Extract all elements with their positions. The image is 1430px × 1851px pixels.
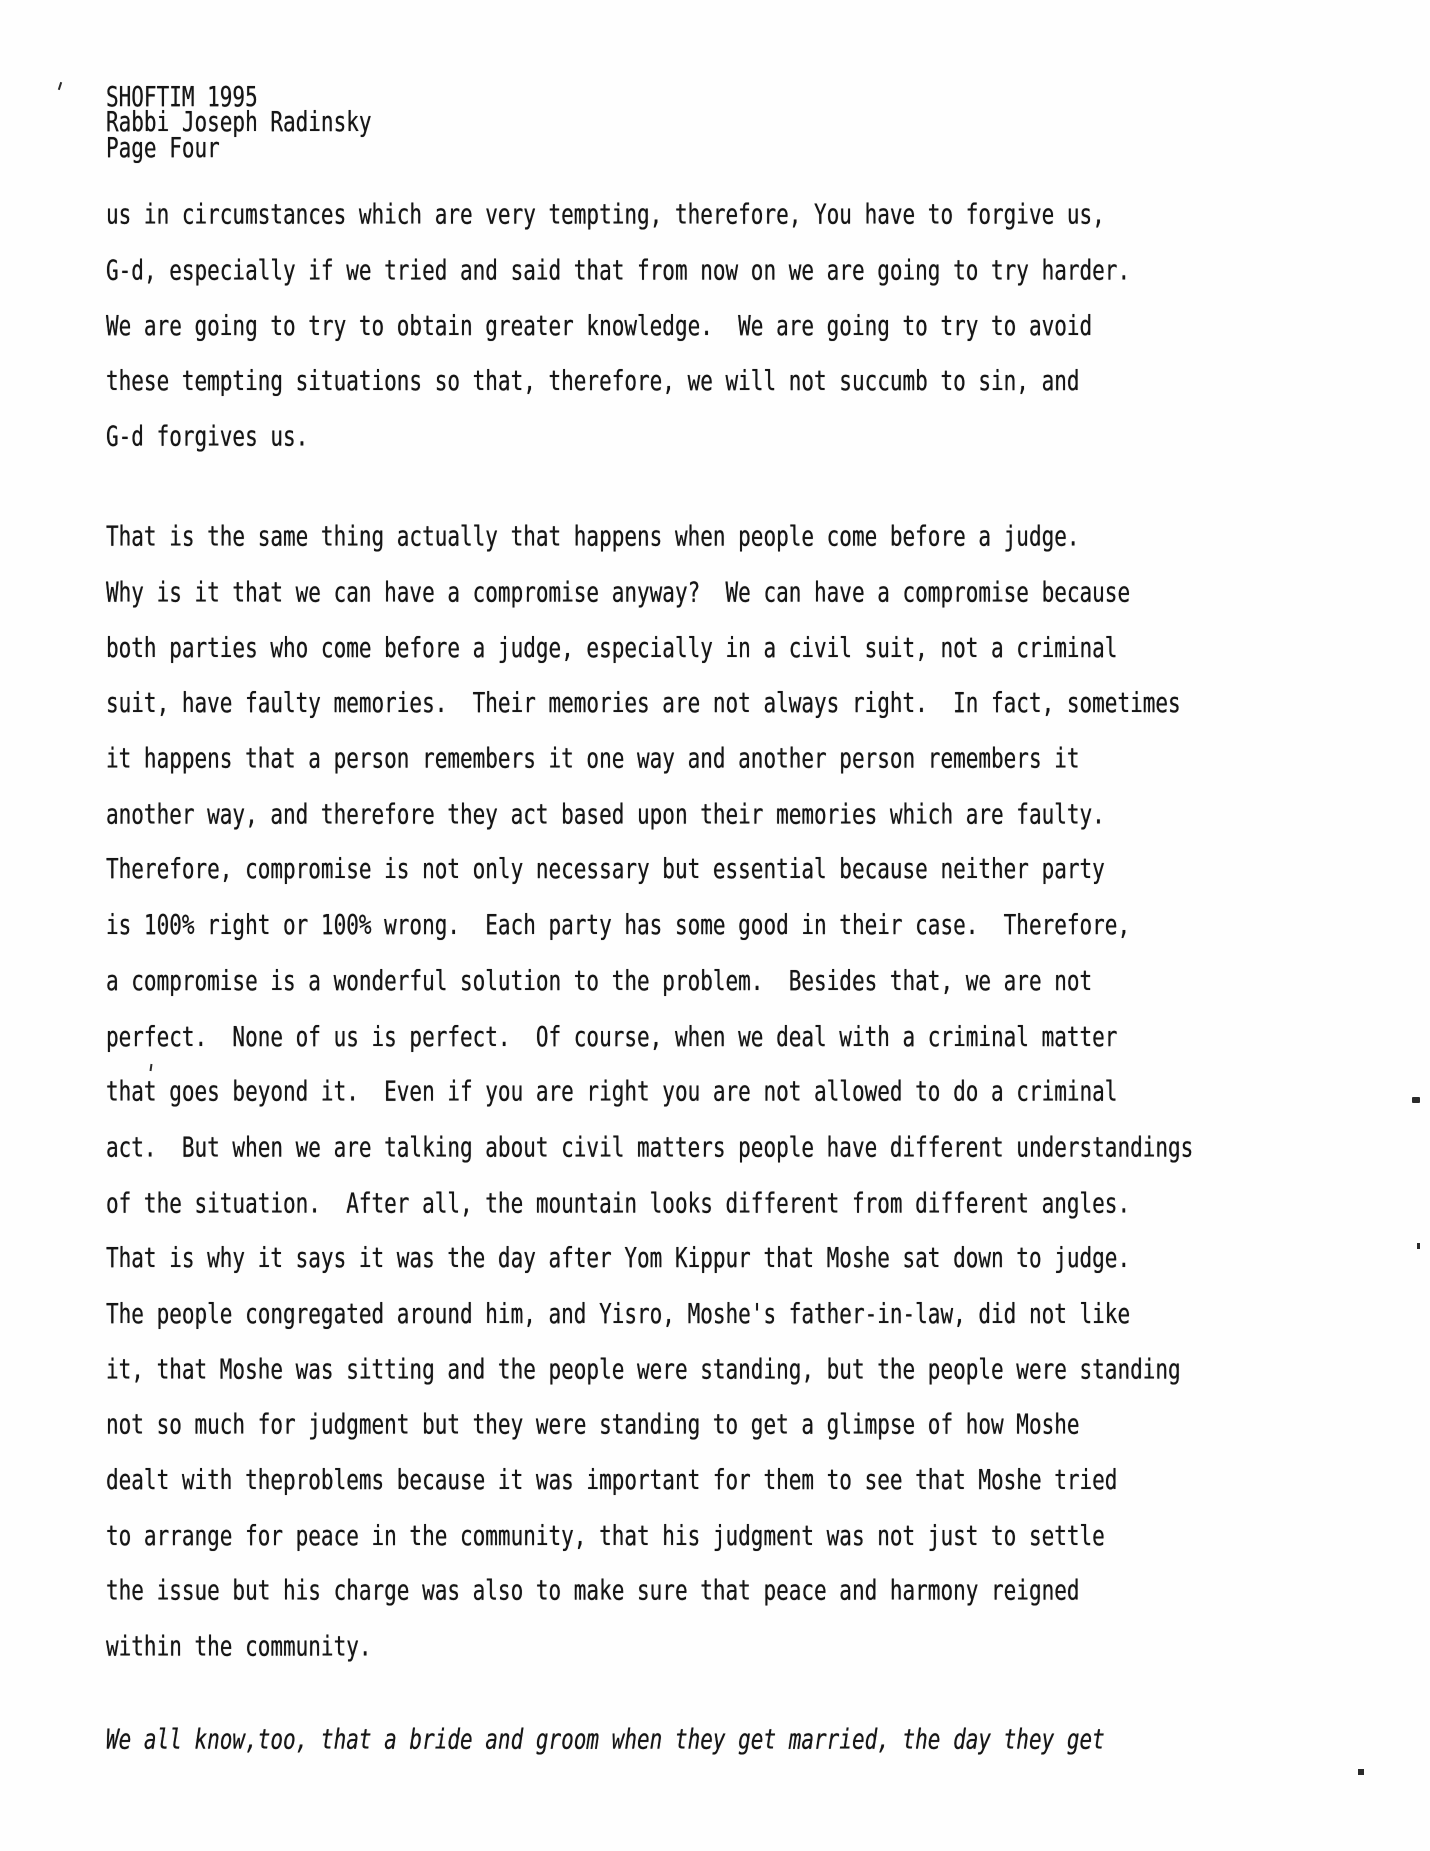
text-line: G-d forgives us. bbox=[106, 421, 309, 453]
scan-artifact-dash bbox=[1417, 1243, 1420, 1249]
document-header bbox=[106, 81, 372, 164]
header-author-line: Rabbi Joseph Radinsky bbox=[106, 106, 372, 138]
text-line: of the situation. After all, the mountain looks different from different angles. bbox=[106, 1187, 1131, 1219]
paragraph-3 bbox=[106, 1712, 1105, 1767]
paragraph-1 bbox=[106, 187, 1130, 464]
text-line: these tempting situations so that, therefore, we will not succumb to sin, and bbox=[106, 365, 1080, 397]
text-line: both parties who come before a judge, especially in a civil suit, not a criminal bbox=[106, 632, 1118, 664]
text-line: another way, and therefore they act based upon their memories which are faulty. bbox=[106, 798, 1105, 830]
scan-artifact-dot bbox=[1358, 1769, 1364, 1775]
text-line: is 100% right or 100% wrong. Each party has some good in their case. Therefore, bbox=[106, 909, 1131, 941]
text-line: That is why it says it was the day after Yom Kippur that Moshe sat down to judge. bbox=[106, 1242, 1131, 1274]
header-page-number-line: Page Four bbox=[106, 132, 220, 164]
text-line: it happens that a person remembers it one way and another person remembers it bbox=[106, 743, 1080, 775]
text-line: We all know,too, that a bride and groom when they get married, the day they get bbox=[106, 1724, 1105, 1756]
text-line: to arrange for peace in the community, that his judgment was not just to settle bbox=[106, 1520, 1105, 1552]
text-line: act. But when we are talking about civil matters people have different understandings bbox=[106, 1131, 1194, 1163]
text-line: dealt with theproblems because it was important for them to see that Moshe tried bbox=[106, 1464, 1118, 1496]
text-line: that goes beyond it. Even if you are right you are not allowed to do a criminal bbox=[106, 1076, 1118, 1108]
scan-artifact-blob bbox=[1412, 1097, 1420, 1103]
header-title-line: SHOFTIM 1995 bbox=[106, 81, 258, 113]
text-line: We are going to try to obtain greater knowledge. We are going to try to avoid bbox=[106, 310, 1093, 342]
text-line: us in circumstances which are very tempting, therefore, You have to forgive us, bbox=[106, 199, 1105, 231]
text-line: That is the same thing actually that happens when people come before a judge. bbox=[106, 521, 1080, 553]
paragraph-2 bbox=[106, 509, 1193, 1674]
text-line: not so much for judgment but they were standing to get a glimpse of how Moshe bbox=[106, 1409, 1080, 1441]
text-line: the issue but his charge was also to make sure that peace and harmony reigned bbox=[106, 1575, 1080, 1607]
text-line: a compromise is a wonderful solution to the problem. Besides that, we are not bbox=[106, 965, 1093, 997]
text-line: it, that Moshe was sitting and the people were standing, but the people were standing bbox=[106, 1353, 1181, 1385]
text-line: Why is it that we can have a compromise anyway? We can have a compromise because bbox=[106, 576, 1131, 608]
text-line: within the community. bbox=[106, 1631, 372, 1663]
text-line: suit, have faulty memories. Their memories are not always right. In fact, sometimes bbox=[106, 687, 1181, 719]
scan-artifact-tick bbox=[58, 82, 62, 90]
text-line: perfect. None of us is perfect. Of course, when we deal with a criminal matter bbox=[106, 1020, 1118, 1052]
text-line: The people congregated around him, and Yisro, Moshe's father-in-law, did not like bbox=[106, 1298, 1131, 1330]
text-line: Therefore, compromise is not only necessary but essential because neither party bbox=[106, 854, 1105, 886]
text-line: G-d, especially if we tried and said that from now on we are going to try harder. bbox=[106, 254, 1131, 286]
